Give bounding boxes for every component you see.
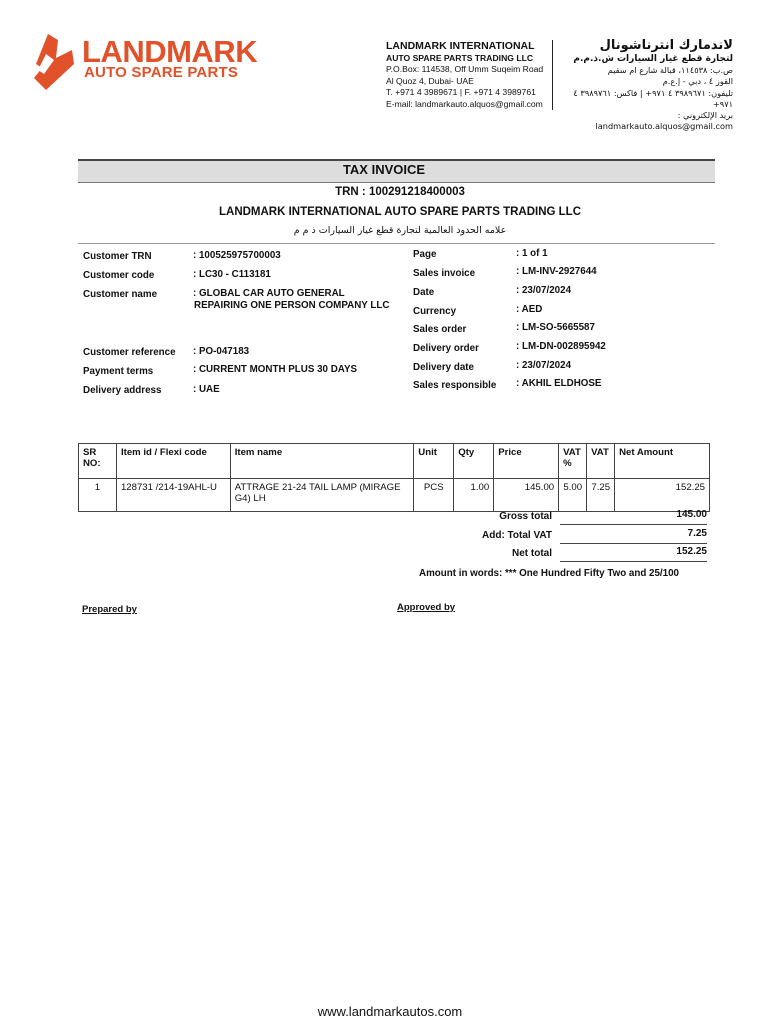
email-line: E-mail: landmarkauto.alquos@gmail.com (386, 98, 543, 109)
logo-wordmark: LANDMARK (82, 34, 258, 69)
email-ar: بريد الإلكتروني : landmarkauto.alquos@gmail.com (595, 110, 733, 132)
row-qty: 1.00 (454, 479, 494, 512)
row-item-id: 128731 /214-19AHL-U (116, 479, 230, 512)
company-full-name: LANDMARK INTERNATIONAL AUTO SPARE PARTS TRADING LLC (218, 206, 582, 218)
company-name-line1: LANDMARK INTERNATIONAL (386, 40, 535, 52)
net-total-rule (560, 561, 707, 562)
page-label: Page (413, 249, 437, 260)
company-full-name-ar: علامه الحدود العالمية لتجارة قطع غيار السيارات ذ م م (293, 225, 507, 236)
logo-subtitle: AUTO SPARE PARTS (84, 64, 239, 81)
customer-trn-value: : 100525975700003 (193, 250, 281, 261)
customer-code-value: : LC30 - C113181 (193, 269, 271, 280)
footer-website[interactable]: www.landmarkautos.com (317, 1004, 463, 1019)
payment-terms-value: : CURRENT MONTH PLUS 30 DAYS (193, 364, 358, 375)
net-total-label: Net total (512, 548, 552, 559)
sales-invoice-label: Sales invoice (413, 268, 476, 279)
page-value: : 1 of 1 (516, 248, 548, 259)
phone-ar: تليفون: ٣٩٨٩٦٧١ ٤ ٩٧١+ | فاكس: ٣٩٨٩٧٦١ ٤ ٩٧١+ (573, 87, 733, 109)
landmark-logo-icon (34, 34, 74, 90)
col-item-name: Item name (230, 444, 414, 479)
customer-code-label: Customer code (83, 270, 155, 281)
col-vat-pct: VAT % (559, 444, 587, 479)
gross-total-value: 145.00 (676, 509, 707, 520)
col-unit: Unit (414, 444, 454, 479)
customer-trn-label: Customer TRN (83, 251, 152, 262)
delivery-address-label: Delivery address (83, 385, 162, 396)
delivery-address-value: : UAE (193, 384, 220, 395)
sales-responsible-label: Sales responsible (413, 380, 497, 391)
company-name-ar1: لاندمارك انترناشونال (599, 38, 733, 53)
title-rule (78, 243, 715, 244)
company-trn: TRN : 100291218400003 (335, 186, 465, 198)
delivery-date-label: Delivery date (413, 362, 474, 373)
col-vat: VAT (587, 444, 615, 479)
header-divider (552, 40, 553, 110)
table-row (79, 479, 710, 512)
currency-label: Currency (413, 306, 457, 317)
table-header-row (79, 444, 710, 479)
company-name-ar2: لتجارة قطع غيار السيارات ش.ذ.م.م (573, 54, 733, 64)
col-net-amount: Net Amount (615, 444, 710, 479)
amount-in-words: Amount in words: *** One Hundred Fifty Two and 25/100 (419, 568, 680, 579)
company-address-en (386, 40, 561, 110)
row-sr: 1 (79, 479, 117, 512)
delivery-date-value: : 23/07/2024 (516, 360, 572, 371)
phone-line: T. +971 4 3989671 | F. +971 4 3989761 (386, 87, 536, 98)
row-price: 145.00 (494, 479, 559, 512)
sales-responsible-value: : AKHIL ELDHOSE (516, 378, 602, 389)
date-label: Date (413, 287, 435, 298)
gross-total-rule (560, 524, 707, 525)
payment-terms-label: Payment terms (83, 366, 154, 377)
address-line2: Al Quoz 4, Dubai- UAE (386, 75, 474, 86)
company-address-ar (558, 38, 733, 132)
address-ar1: ص.ب: ١١٤٥٣٨، قبالة شارع ام سقيم (607, 65, 733, 76)
total-vat-label: Add: Total VAT (482, 530, 552, 541)
address-ar2: القوز ٤ ، دبي - إ.ع.م (662, 76, 733, 87)
total-vat-rule (560, 543, 707, 544)
customer-name-label: Customer name (83, 289, 158, 300)
customer-name-value1: : GLOBAL CAR AUTO GENERAL (193, 288, 345, 299)
sales-order-value: : LM-SO-5665587 (516, 322, 595, 333)
col-price: Price (494, 444, 559, 479)
sales-order-label: Sales order (413, 324, 467, 335)
row-vat-pct: 5.00 (559, 479, 587, 512)
invoice-title: TAX INVOICE (342, 162, 426, 177)
currency-value: : AED (516, 304, 543, 315)
row-item-name: ATTRAGE 21-24 TAIL LAMP (MIRAGE G4) LH (230, 479, 414, 512)
col-item-id: Item id / Flexi code (116, 444, 230, 479)
customer-reference-value: : PO-047183 (193, 346, 250, 357)
gross-total-label: Gross total (499, 511, 552, 522)
net-total-value: 152.25 (676, 546, 707, 557)
delivery-order-value: : LM-DN-002895942 (516, 341, 606, 352)
address-line1: P.O.Box: 114538, Off Umm Suqeim Road (386, 64, 544, 75)
prepared-by-label: Prepared by (82, 604, 137, 615)
col-qty: Qty (454, 444, 494, 479)
row-vat: 7.25 (587, 479, 615, 512)
sales-invoice-value: : LM-INV-2927644 (516, 266, 597, 277)
row-unit: PCS (414, 479, 454, 512)
date-value: : 23/07/2024 (516, 285, 572, 296)
company-name-line2: AUTO SPARE PARTS TRADING LLC (386, 53, 534, 63)
customer-name-value2: REPAIRING ONE PERSON COMPANY LLC (194, 300, 390, 311)
items-table (78, 443, 710, 512)
row-net-amount: 152.25 (615, 479, 710, 512)
total-vat-value: 7.25 (687, 528, 707, 539)
customer-reference-label: Customer reference (83, 347, 176, 358)
approved-by-label: Approved by (397, 602, 456, 613)
delivery-order-label: Delivery order (413, 343, 479, 354)
col-sr: SR NO: (79, 444, 117, 479)
